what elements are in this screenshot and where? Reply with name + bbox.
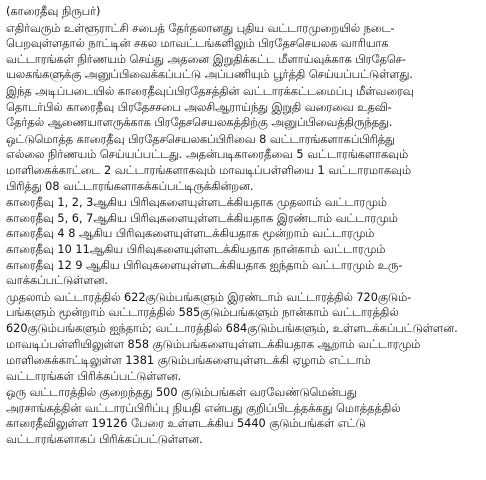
paragraph-intro <box>6 21 482 83</box>
text-line: அரசாங்கத்தின் வட்டாரப்பிரிப்பு நியதி என்பது குறிப்பிடத்தக்கது மொத்தத்தில் <box>6 401 401 415</box>
text-line: காரைதீவு 1, 2, 3ஆகிய பிரிவுகளையுள்ளடக்கியதாக முதலாம் வட்டாரமும் <box>6 196 387 210</box>
paragraph-division <box>6 132 482 194</box>
text-line: முதலாம் வட்டாரத்தில் 622குடும்பங்களும் இரண்டாம் வட்டாரத்தில் 720குடும்- <box>6 290 412 304</box>
news-article <box>6 4 482 449</box>
paragraph-other-wards <box>6 337 482 384</box>
text-line: காரைதீவிலுள்ள 19126 பேரை உள்ளடக்கிய 5440 குடும்பங்கள் எட்டு <box>6 417 366 431</box>
text-line: தொடர்பில் காரைதீவு பிரதேசசபை அலசிஆராய்ந்து இறுதி வரைவை உதவி- <box>6 100 392 114</box>
text-line: வாக்கப்பட்டுள்ளன. <box>6 274 108 288</box>
text-line: காரைதீவு 4 8 ஆகிய பிரிவுகளையுள்ளடக்கியதாக மூன்றாம் வட்டாரமும் <box>6 227 375 241</box>
text-line: வட்டாரங்கள் பிரிக்கப்பட்டுள்ளன. <box>6 369 182 383</box>
paragraph-wards <box>6 195 482 289</box>
text-line: காரைதீவு 5, 6, 7ஆகிய பிரிவுகளையுள்ளடக்கியதாக இரண்டாம் வட்டாரமும் <box>6 211 398 225</box>
text-line: யலகங்களுக்கு அனுப்பிவைக்கப்பட்டு அப்பணியும் பூர்த்தி செய்யப்பட்டுள்ளது. <box>6 68 413 82</box>
text-line: தேர்தல் ஆணையாளருக்காக பிரதேசசெயலகத்திற்கு அனுப்பிவைத்திருந்தது. <box>6 116 393 130</box>
text-line: எல்லை நிர்ணயம் செய்யப்பட்டது. அதன்படிகாரைதீவை 5 வட்டாரங்களாகவும் <box>6 148 409 162</box>
text-line: மாளிகைக்காட்டை 2 வட்டாரங்களாகவும் மாவடிப்பள்ளியை 1 வட்டாரமாகவும் <box>6 163 411 177</box>
text-line: 620குடும்பங்களும் ஐந்தாம்; வட்டாரத்தில் 684குடும்பங்களும், உள்ளடக்கப்பட்டுள்ளன. <box>6 321 458 335</box>
text-line: ஒரு வட்டாரத்தில் குறைந்தது 500 குடும்பங்கள் வரவேண்டுமென்பது <box>6 386 357 400</box>
text-line: ஒட்டுமொத்த காரைதீவு பிரதேசசெயலகப்பிரிவை 8 வட்டாரங்களாகப்பிரித்து <box>6 132 395 146</box>
text-line: பங்களும் மூன்றாம் வட்டாரத்தில் 585குடும்பங்களும் நான்காம் வட்டாரத்தில் <box>6 306 399 320</box>
text-line: வட்டாரங்கள் நிர்ணயம் செய்து அதனை இறுதிக்கட்ட மீளாய்வுக்காக பிரதேசெ- <box>6 52 406 66</box>
text-line: வட்டாரங்களாகப் பிரிக்கப்பட்டுள்ளன. <box>6 433 203 447</box>
paragraph-draft <box>6 84 482 131</box>
paragraph-families <box>6 290 482 337</box>
text-line: மாளிகைக்காட்டிலுள்ள 1381 குடும்பங்களையுள்ளடக்கி ஏழாம் எட்டாம் <box>6 354 371 368</box>
text-line: காரைதீவு 10 11ஆகிய பிரிவுகளையுள்ளடக்கியதாக நான்காம் வட்டாரமும் <box>6 242 386 256</box>
text-line: இந்த அடிப்படையில் காரைதீவுப்பிரதேசத்தின் வட்டாரக்கட்டமைப்பு மீள்வரைவு <box>6 84 414 98</box>
correspondent-byline: (காரைதீவு நிருபர்) <box>6 5 101 18</box>
text-line: பெறவுள்ளதால் நாட்டின் சகல மாவட்டங்களிலும் பிரதேசசெயலக வாரியாக <box>6 37 389 51</box>
text-line: மாவடிப்பள்ளியிலுள்ள 858 குடும்பங்களையுள்ளடக்கியதாக ஆறாம் வட்டாரமும் <box>6 338 421 352</box>
text-line: எதிர்வரும் உள்ளூராட்சி சபைத் தேர்தலானது புதிய வட்டாரமுறையில் நடை- <box>6 21 395 35</box>
text-line: காரைதீவு 12 9 ஆகிய பிரிவுகளையுள்ளடக்கியதாக ஐந்தாம் வட்டாரமும் உரு- <box>6 258 403 272</box>
text-line: பிரித்து 08 வட்டாரங்களாகக்கப்பட்டிருக்கின்றன. <box>6 179 254 193</box>
paragraph-conclusion <box>6 385 482 447</box>
